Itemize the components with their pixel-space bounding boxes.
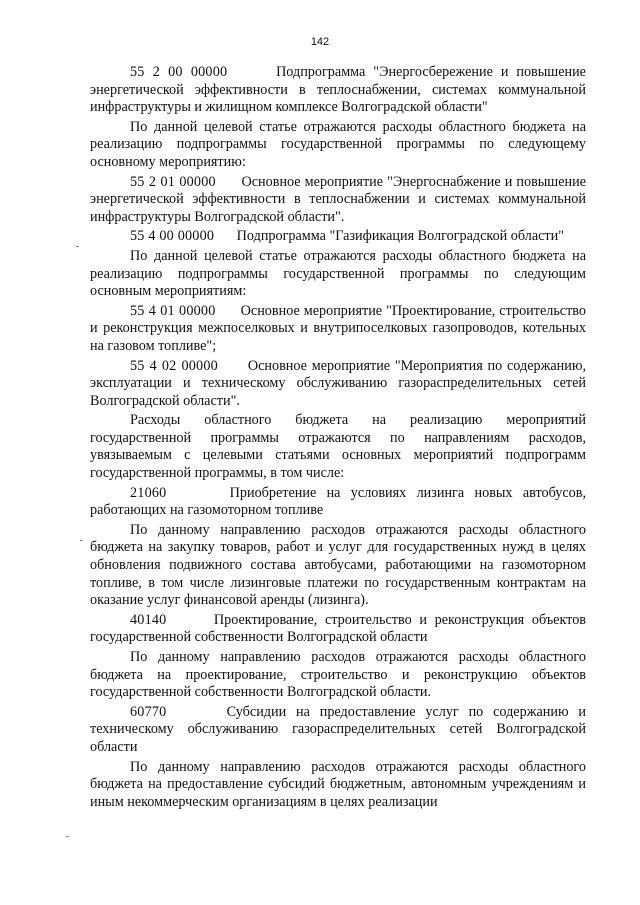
paragraph-text: По данной целевой статье отражаются расходы областного бюджета на реализацию подпрограммы государственной программы по следующему основному мероприятию: <box>90 118 586 170</box>
paragraph-text: Основное мероприятие "Энергоснабжение и повышение энергетической эффективности в теплоснабжении и системах коммунальной инфраструктуры Волгоградской области". <box>90 173 587 225</box>
budget-code: 55 4 00 00000 <box>130 228 215 245</box>
scan-mark <box>66 836 69 837</box>
paragraph <box>90 759 586 812</box>
budget-code: 55 2 00 00000 <box>130 64 228 80</box>
paragraph-text: Проектирование, строительство и реконструкция объектов государственной собственности Волгоградской области <box>90 611 586 646</box>
document-body <box>90 64 586 813</box>
paragraph-text: Основное мероприятие "Проектирование, строительство и реконструкция межпоселковых и внутрипоселковых газопроводов, котельных на газовом топливе"; <box>90 302 586 354</box>
paragraph <box>90 174 586 227</box>
expense-direction-code: 21060 <box>130 484 167 501</box>
paragraph <box>90 228 586 246</box>
paragraph-text: Субсидии на предоставление услуг по содержанию и техническому обслуживанию газораспределительных сетей Волгоградской области <box>90 703 586 755</box>
expense-direction-code: 60770 <box>130 703 167 720</box>
paragraph <box>90 119 586 172</box>
expense-direction-code: 40140 <box>130 611 167 628</box>
paragraph <box>90 649 586 702</box>
paragraph <box>90 248 586 301</box>
scan-mark <box>76 246 79 247</box>
paragraph <box>90 303 586 356</box>
budget-code: 55 2 01 00000 <box>130 173 216 190</box>
paragraph <box>90 64 586 117</box>
paragraph <box>90 485 586 520</box>
paragraph <box>90 522 586 610</box>
paragraph <box>90 358 586 411</box>
paragraph-text: Подпрограмма "Газификация Волгоградской области" <box>236 228 565 245</box>
budget-code: 55 4 02 00000 <box>130 357 218 374</box>
paragraph-text: По данному направлению расходов отражаются расходы областного бюджета на предоставление субсидий бюджетным, автономным учреждениям и иным некоммерческим организациям в целях реализации <box>90 758 586 810</box>
paragraph-text: Приобретение на условиях лизинга новых автобусов, работающих на газомоторном топливе <box>90 484 586 519</box>
budget-code: 55 4 01 00000 <box>130 302 216 319</box>
paragraph-text: Подпрограмма "Энергосбережение и повышение энергетической эффективности в теплоснабжении, системах коммунальной инфраструктуры и жилищном комплексе Волгоградской области" <box>90 64 586 116</box>
paragraph-text: По данному направлению расходов отражаются расходы областного бюджета на закупку товаров, работ и услуг для государственных нужд в целях обновления подвижного состава автобусами, работающими на газомоторном топливе, в том числе лизинговые платежи по государственным контрактам на оказание услуг финансовой аренды (лизинга). <box>90 521 586 609</box>
paragraph-text: По данному направлению расходов отражаются расходы областного бюджета на проектирование, строительство и реконструкцию объектов государственной собственности Волгоградской области. <box>90 649 586 701</box>
paragraph <box>90 412 586 482</box>
paragraph-text: Основное мероприятие "Мероприятия по содержанию, эксплуатации и техническому обслуживанию газораспределительных сетей Волгоградской области". <box>90 357 587 409</box>
page-number: 142 <box>310 36 330 48</box>
paragraph <box>90 612 586 647</box>
paragraph <box>90 704 586 757</box>
paragraph-text: По данной целевой статье отражаются расходы областного бюджета на реализацию подпрограммы государственной программы по следующим основным мероприятиям: <box>90 247 586 300</box>
scan-mark <box>80 540 83 541</box>
paragraph-text: Расходы областного бюджета на реализацию мероприятий государственной программы отражаются по направлениям расходов, увязываемым с целевыми статьями основных мероприятий подпрограмм государственной программы, в том числе: <box>90 412 586 482</box>
